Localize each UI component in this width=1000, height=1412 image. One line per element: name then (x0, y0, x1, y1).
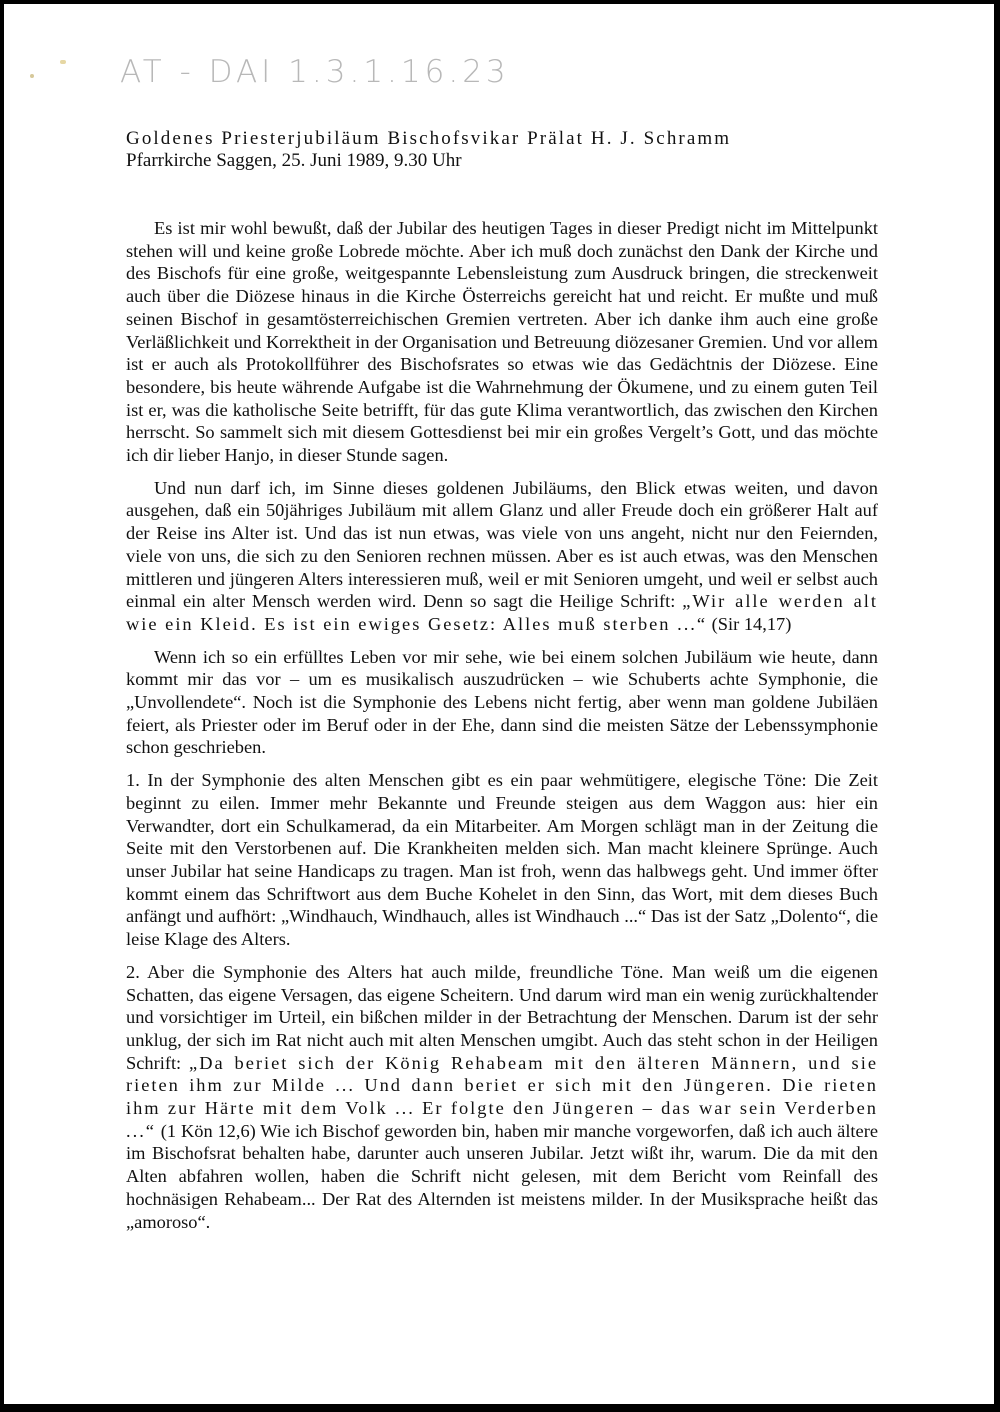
scripture-reference: (Sir 14,17) (707, 613, 792, 634)
paragraph-5-text: 2. Aber die Symphonie des Alters hat auch milde, freundliche Töne. Man weiß um die eigenen Schatten, das eigene Versagen, das eigene Scheitern. Und darum wird man ein wenig zurückhaltender und vorsichtiger im Urteil, ein bißchen milder in der Betrachtung der Menschen. Darum ist der sehr unklug, der sich im Rat nicht auch mit alten Menschen umgibt. Auch das steht schon in der Heiligen Schrift: (126, 961, 878, 1073)
header-title: Goldenes Priesterjubiläum Bischofsvikar Prälat H. J. Schramm (126, 128, 732, 149)
document-header (126, 128, 731, 172)
paper-stain (30, 74, 34, 78)
paragraph-4: 1. In der Symphonie des alten Menschen gibt es ein paar wehmütigere, elegische Töne: Die Zeit beginnt zu eilen. Immer mehr Bekannte und Freunde steigen aus dem Waggon aus: hier ein Verwandter, dort ein Schulkamerad, da ein Mitarbeiter. Am Morgen schlägt man in der Zeitung die Seite mit den Verstorbenen auf. Die Krankheiten melden sich. Man macht kleinere Sprünge. Auch unser Jubilar hat seine Handicaps zu tragen. Man ist froh, wenn das halbwegs geht. Und immer öfter kommt einem das Schriftwort aus dem Buche Kohelet in den Sinn, das Wort, mit dem dieses Buch anfängt und aufhört: „Windhauch, Windhauch, alles ist Windhauch ...“ Das ist der Satz „Dolento“, die leise Klage des Alters. (126, 770, 878, 950)
paragraph-2-text: Und nun darf ich, im Sinne dieses goldenen Jubiläums, den Blick etwas weiten, und davon ausgehen, daß ein 50jähriges Jubiläum mit allem Glanz und aller Freude doch ein größerer Halt auf der Reise ins Alter ist. Und das ist nun etwas, was viele von uns angeht, nicht nur den Feiernden, viele von uns, die sich zu den Senioren rechnen müssen. Aber es ist auch etwas, was den Menschen mittleren und jüngeren Alters interessieren muß, weil er mit Senioren umgeht, und weil er selbst auch einmal ein alter Mensch werden wird. Denn so sagt die Heilige Schrift: (126, 477, 878, 612)
sermon-body (126, 217, 878, 1243)
paragraph-3: Wenn ich so ein erfülltes Leben vor mir sehe, wie bei einem solchen Jubiläum wie heute, dann kommt mir das vor – um es musikalisch auszudrücken – wie Schuberts achte Symphonie, die „Unvollendete“. Noch ist die Symphonie des Lebens nicht fertig, aber wenn man goldene Jubiläen feiert, als Priester oder im Beruf oder in der Ehe, dann sind die meisten Sätze der Lebenssymphonie schon geschrieben. (126, 646, 878, 758)
paragraph-1: Es ist mir wohl bewußt, daß der Jubilar des heutigen Tages in dieser Predigt nicht im Mittelpunkt stehen will und keine große Lobrede möchte. Aber ich muß doch zunächst den Dank der Kirche und des Bischofs für eine große, weitgespannte Lebensleistung zum Ausdruck bringen, die streckenweit auch über die Diözese hinaus in die Kirche Österreichs gereicht hat und reicht. Er mußte und muß seinen Bischof in gesamtösterreichischen Gremien vertreten. Aber ich danke ihm auch eine große Verläßlichkeit und Korrektheit in der Organisation und Betreuung diözesaner Gremien. Und vor allem ist er auch als Protokollführer des Bischofsrates so etwas wie das Gedächtnis der Diözese. Eine besondere, bis heute währende Aufgabe ist die Wahrnehmung der Ökumene, und zu einem guten Teil ist er, was die katholische Seite betrifft, für das gute Klima verantwortlich, das zwischen den Kirchen herrscht. So sammelt sich mit diesem Gottesdienst bei mir ein großes Vergelt’s Gott, und das möchte ich dir lieber Hanjo, in dieser Stunde sagen. (126, 218, 878, 466)
document-page (4, 4, 994, 1404)
paragraph-5-rest: (1 Kön 12,6) Wie ich Bischof geworden bin, haben mir manche vorgeworfen, daß ich auch ältere im Bischofsrat behalten habe, darunter auch unseren Jubilar. Jetzt wißt ihr, warum. Die da mit den Alten abfahren wollen, haben die Schrift nicht gelesen, mit dem Bericht vom Reinfall des hochnäsigen Rehabeam... Der Rat des Alternden ist meistens milder. In der Musiksprache heißt das „amoroso“. (126, 1120, 878, 1232)
paragraph-5 (126, 961, 878, 1233)
header-place-date: Pfarrkirche Saggen, 25. Juni 1989, 9.30 Uhr (126, 150, 462, 171)
scripture-quote: „Da beriet sich der König Rehabeam mit den älteren Männern, und sie rieten ihm zur Milde ... Und dann beriet er sich mit den Jüngeren. Die rieten ihm zur Härte mit dem Volk ... Er folgte den Jüngeren – das war sein Verderben ...“ (126, 1052, 878, 1141)
handwritten-archive-note: AT - DAI 1.3.1.16.23 (120, 54, 510, 90)
scripture-quote: „Wir alle werden alt wie ein Kleid. Es ist ein ewiges Gesetz: Alles muß sterben ...“ (126, 591, 879, 634)
paper-stain (60, 60, 66, 64)
paragraph-2 (126, 477, 878, 636)
